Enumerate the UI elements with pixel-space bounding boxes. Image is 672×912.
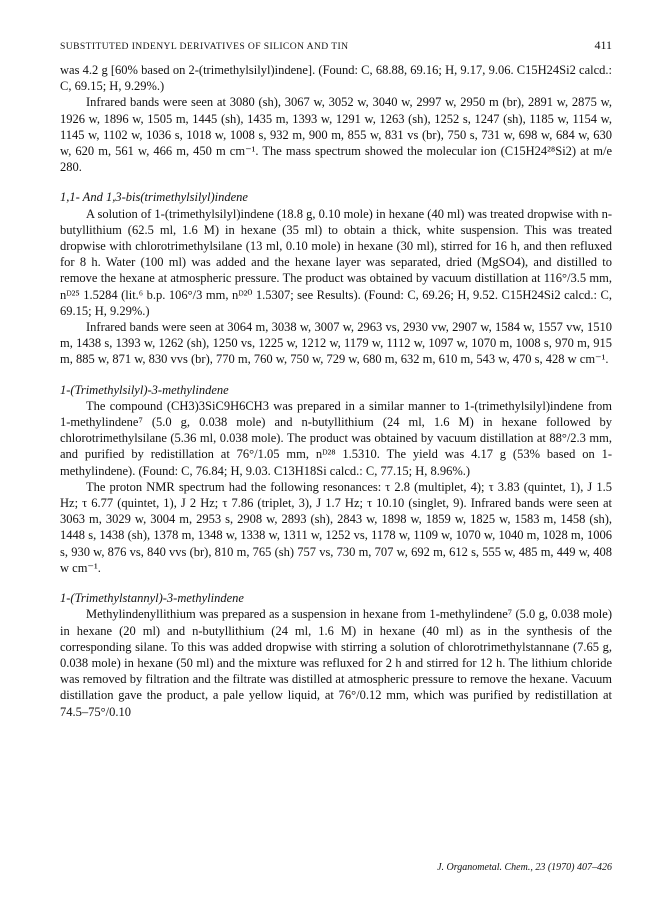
paragraph-bis-synthesis: A solution of 1-(trimethylsilyl)indene (18.8 g, 0.10 mole) in hexane (40 ml) was treated dropwise with n-butyllithium (62.5 ml, 1.6 M) in hexane (35 ml) to obtain a thick, white suspension. This was treated dropwise with chlorotrimethylsilane (13 ml, 0.10 mole) in hexane (30 ml), stirred for 16 h, and then refluxed for 8 h. Water (100 ml) was added and the hexane layer was separated, dried (MgSO4), and distilled to remove the hexane at atmospheric pressure. The product was obtained by vacuum distillation at 116°/3.5 mm, nᴰ²⁵ 1.5284 (lit.⁶ b.p. 106°/3 mm, nᴰ²⁰ 1.5307; see Results). (Found: C, 69.26; H, 9.52. C15H24Si2 calcd.: C, 69.15; H, 9.29%.) (60, 206, 612, 318)
paragraph-yield-analysis: was 4.2 g [60% based on 2-(trimethylsilyl)indene]. (Found: C, 68.88, 69.16; H, 9.17, 9.06. C15H24Si2 calcd.: C, 69.15; H, 9.29%.) (60, 63, 612, 94)
paragraph-ir-bands-2: Infrared bands were seen at 3064 m, 3038 w, 3007 w, 2963 vs, 2930 vw, 2907 w, 1584 w, 1557 vw, 1510 m, 1438 s, 1393 w, 1262 (sh), 1250 vs, 1225 w, 1212 w, 1179 w, 1112 w, 1097 w, 1070 m, 1008 s, 970 m, 915 m, 885 w, 871 w, 830 vvs (br), 770 m, 760 w, 750 w, 729 w, 680 m, 632 m, 610 m, 543 w, 470 s, 428 w cm⁻¹. (60, 320, 612, 367)
section-heading-trimethylsilyl-methylindene: 1-(Trimethylsilyl)-3-methylindene (60, 382, 229, 397)
journal-page (60, 38, 612, 720)
paragraph-silyl-methylindene-synthesis: The compound (CH3)3SiC9H6CH3 was prepared in a similar manner to 1-(trimethylsilyl)indene from 1-methylindene⁷ (5.0 g, 0.038 mole) and n-butyllithium (24 ml, 1.6 M) in hexane followed by chlorotrimethylsilane (5.36 ml, 0.038 mole). The product was obtained by vacuum distillation at 88°/2.3 mm, and purified by redistillation at 76°/1.05 mm, nᴰ²⁸ 1.5310. The yield was 4.17 g (53% based on 1-methylindene). (Found: C, 76.84; H, 9.03. C13H18Si calcd.: C, 77.15; H, 8.96%.) (60, 398, 612, 478)
page-number: 411 (594, 38, 612, 52)
running-title: SUBSTITUTED INDENYL DERIVATIVES OF SILICON AND TIN (60, 41, 349, 52)
section-heading-bis-trimethylsilyl-indene: 1,1- And 1,3-bis(trimethylsilyl)indene (60, 190, 248, 205)
journal-citation: J. Organometal. Chem., 23 (1970) 407–426 (437, 862, 612, 873)
running-head (60, 38, 612, 53)
paragraph-stannyl-synthesis: Methylindenyllithium was prepared as a suspension in hexane from 1-methylindene⁷ (5.0 g, 0.038 mole) in hexane (20 ml) and n-butyllithium (24 ml, 1.6 M) in hexane (40 ml) as in the synthesis of the corresponding silane. To this was added dropwise with stirring a solution of chlorotrimethylstannane (7.65 g, 0.038 mole) in hexane (50 ml) and the mixture was refluxed for 2 h and stirred for 12 h. The lithium chloride was removed by filtration and the filtrate was distilled at atmospheric pressure to remove the hexane. Vacuum distillation gave the product, a pale yellow liquid, at 76°/0.12 mm, which was purified by redistillation at 74.5–75°/0.10 (60, 607, 612, 719)
section-heading-trimethylstannyl-methylindene: 1-(Trimethylstannyl)-3-methylindene (60, 591, 244, 606)
paragraph-ir-bands-1: Infrared bands were seen at 3080 (sh), 3067 w, 3052 w, 3040 w, 2997 w, 2950 m (br), 2891 w, 2875 w, 1926 w, 1896 w, 1505 m, 1445 (sh), 1435 m, 1393 w, 1291 w, 1263 (sh), 1252 s, 1247 (sh), 1185 w, 1154 w, 1145 w, 1102 w, 1036 s, 1018 w, 1008 s, 932 m, 900 m, 855 w, 831 vs (br), 750 s, 731 w, 698 w, 684 w, 630 w, 620 m, 561 w, 466 m, 450 m cm⁻¹. The mass spectrum showed the molecular ion (C15H24²⁸Si2) at m/e 280. (60, 95, 612, 175)
paragraph-nmr-ir: The proton NMR spectrum had the following resonances: τ 2.8 (multiplet, 4); τ 3.83 (quintet, 1), J 1.5 Hz; τ 6.77 (quintet, 1), J 2 Hz; τ 7.86 (triplet, 3), J 1.7 Hz; τ 10.10 (singlet, 9). Infrared bands were seen at 3063 m, 3029 w, 3004 m, 2953 s, 2908 w, 2893 (sh), 2843 w, 1898 w, 1859 w, 1825 w, 1583 m, 1458 (sh), 1448 s, 1438 (sh), 1378 m, 1348 w, 1338 w, 1311 w, 1252 vs, 1178 w, 1109 w, 1070 w, 1040 m, 1028 m, 1006 s, 930 w, 876 vs, 840 vvs (br), 810 m, 765 (sh) 757 vs, 730 m, 707 w, 692 m, 612 s, 555 w, 485 m, 449 w, 408 w cm⁻¹. (60, 479, 612, 575)
